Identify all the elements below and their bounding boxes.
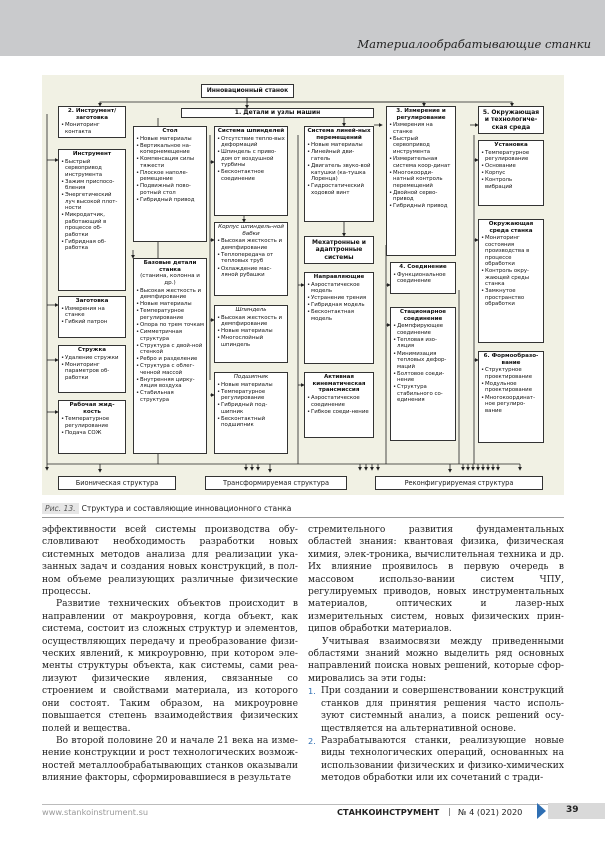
box-title: Система шпинделей: [217, 128, 285, 134]
list-item: • Измерения на станке: [389, 122, 453, 135]
box-title: Подшипник: [233, 374, 269, 380]
list-item: • Гидростатический ходовой винт: [307, 183, 371, 196]
box-environment: [478, 106, 544, 134]
box-title: 4. Соединение: [399, 264, 447, 270]
list-item: • Устранение трения: [307, 295, 371, 301]
box-guides: [304, 272, 374, 364]
box-title: Направляющие: [313, 274, 365, 280]
box-table: [133, 126, 207, 242]
bottom-box-label: Бионическая структура: [75, 479, 159, 487]
list-item: • Шпиндель с приво-дом от воздушной турбины: [217, 149, 285, 168]
list-item: • Высокая жесткость и демпфирование: [217, 315, 285, 328]
list-item: • Гибридный под-шипник: [217, 402, 285, 415]
box-title: Установка: [494, 142, 528, 148]
list-text: Разрабатываются станки, реализующие новые виды технологических операций, основанных на использовании физических и физико-химических методов обработки или их сочетаний с тради-: [321, 735, 564, 784]
list-item: • Зажим приспосо-бления: [61, 179, 123, 192]
list-item: • Температурное регулирование: [61, 416, 123, 429]
box-title: Заготовка: [75, 298, 109, 304]
paragraph: Во второй половине 20 и начале 21 века на изме-нение конструкции и рост технологических возмож-ностей металлообрабатывающих станков оказывали влияние факторы, сформировавшиеся в результате: [42, 735, 298, 784]
box-spindle: [214, 305, 288, 363]
list-number: 2.: [308, 735, 316, 746]
page-number: 39: [566, 805, 579, 815]
numbered-list: [308, 685, 564, 784]
list-item: • Контроль окру-жающей среды станка: [481, 268, 541, 287]
list-item: • Структура с облег-ченной массой: [136, 363, 204, 376]
list-item: • Энергетический луч высокой плот-ности: [61, 192, 123, 211]
box-base-parts: [133, 258, 207, 454]
list-item: • Замкнутое пространство обработки: [481, 288, 541, 307]
top-box-innovative-machine: [201, 84, 294, 98]
box-title: Стационарное соединение: [399, 309, 447, 322]
list-item: • Компенсация силы тяжести: [136, 156, 204, 169]
text-column-right: [308, 524, 564, 785]
list-item: • Мониторинг состояния производства в процессе обработки: [481, 235, 541, 267]
box-machine-environment: [478, 219, 544, 343]
box-mechatronic-systems: [304, 236, 374, 264]
list-item: • Структура стабильного со-единения: [393, 384, 453, 403]
box-title: Активная кинематическая трансмиссия: [312, 374, 366, 394]
text-column-left: [42, 524, 298, 785]
box-measurement: [386, 106, 456, 256]
list-item: • Бесконтактное соединение: [217, 169, 285, 182]
list-item: • Охлаждение мас-ляной рубашки: [217, 266, 285, 279]
list-text: При создании и совершенствовании конструкций станков для принятия решения часто исполь-зуют системный анализ, а поиск решений осу-ществляется на альтернативной основе.: [321, 686, 564, 734]
box-stationary-connection: [390, 307, 456, 441]
list-item: • Новые материалы: [136, 301, 204, 307]
list-item: • Быстрый сервопривод инструмента: [389, 136, 453, 155]
list-item: • Измерения на станке: [61, 306, 123, 319]
box-active-transmission: [304, 372, 374, 438]
list-item: • Бесконтактный подшипник: [217, 416, 285, 429]
list-item: • Многокоорди-натный контроль перемещений: [389, 170, 453, 189]
list-item: • Гибридная модель: [307, 302, 371, 308]
list-item: • Новые материалы: [217, 382, 285, 388]
list-item: • Быстрый сервопривод инструмента: [61, 159, 123, 178]
box-title: Окружающая среда станка: [488, 221, 534, 234]
box-machine-parts: [181, 108, 374, 118]
caption-label: Рис. 13.: [42, 503, 79, 514]
box-title: 2. Инструмент/ заготовка: [67, 108, 117, 121]
list-item: • Структурное проектирование: [481, 367, 541, 380]
list-item: • Симметричная структура: [136, 329, 204, 342]
list-item: • Отсутствие тепло-вых деформаций: [217, 136, 285, 149]
list-item: • Мониторинг параметров об-работки: [61, 362, 123, 381]
list-item: • Подача СОЖ: [61, 430, 123, 436]
list-item: • Новые материалы: [136, 136, 204, 142]
list-item: [308, 735, 564, 785]
list-item: • Гибкое соеди-нение: [307, 409, 371, 415]
chevron-right-icon: [537, 803, 546, 819]
list-item: • Температурное регулирование: [481, 150, 541, 163]
footer-magazine-name: СТАНКОИНСТРУМЕНТ: [337, 807, 440, 817]
list-item: • Структура с двой-ной стенкой: [136, 343, 204, 356]
caption-text: Структура и составляющие инновационного станка: [81, 504, 292, 513]
list-item: • Тепловая изо-ляция: [393, 337, 453, 350]
list-item: • Двигатель звуко-вой катушки (ка-тушка Лоренца): [307, 163, 371, 182]
list-item: [308, 685, 564, 735]
list-item: • Высокая жесткость и демпфирование: [217, 238, 285, 251]
list-item: • Измерительная система коор-динат: [389, 156, 453, 169]
box-title: Система линей-ных перемещений: [307, 128, 371, 141]
box-bearing: [214, 372, 288, 454]
footer-separator: |: [448, 806, 451, 816]
box-working-fluid: [58, 400, 126, 454]
list-item: • Температурное регулирование: [136, 308, 204, 321]
top-box-label: Инновационный станок: [206, 87, 289, 95]
box-linear-motion: [304, 126, 374, 222]
box-title: Базовые детали станка: [143, 260, 197, 273]
list-item: • Высокая жесткость и демпфирование: [136, 288, 204, 301]
list-item: • Ребро и разделение: [136, 356, 204, 362]
list-item: • Плоское наполе-ремещение: [136, 170, 204, 183]
box-installation: [478, 140, 544, 206]
list-item: • Модульное проектирование: [481, 381, 541, 394]
list-item: • Подвижный пово-ротный стол: [136, 183, 204, 196]
list-item: • Демпфирующее соединение: [393, 323, 453, 336]
list-item: • Корпус: [481, 170, 541, 176]
bottom-box-label: Реконфигурируемая структура: [404, 479, 514, 487]
paragraph: Учитывая взаимосвязи между приведенными областями знаний можно выделить ряд основных направлений поиска новых решений, которые сфор-мировались за эти годы:: [308, 636, 564, 684]
box-title: Мехатронные и адаптронные системы: [312, 239, 366, 261]
list-item: • Аэростатическое модель: [307, 282, 371, 295]
box-connection: [390, 262, 456, 294]
list-item: • Болтовое соеди-нение: [393, 371, 453, 384]
box-tool-workpiece: [58, 106, 126, 138]
list-item: • Удаление стружки: [61, 355, 123, 361]
list-item: • Вертикальное на-копернемещение: [136, 143, 204, 156]
box-workpiece: [58, 296, 126, 338]
list-item: • Многокоординат-ное регулиро-вание: [481, 395, 541, 414]
list-item: • Аэростатическое соединение: [307, 395, 371, 408]
list-item: • Бесконтактная модель: [307, 309, 371, 322]
box-bionic-structure: [58, 476, 176, 490]
list-item: • Теплопередача от тепловых труб: [217, 252, 285, 265]
list-item: • Стабильная структура: [136, 390, 204, 403]
list-item: • Новые материалы: [217, 328, 285, 334]
box-reconfigurable-structure: [375, 476, 543, 490]
box-title: Стол: [162, 128, 178, 134]
list-item: • Функциональное соединение: [393, 272, 453, 285]
list-item: • Гибридный привод: [136, 197, 204, 203]
list-item: • Линейный дви-гатель: [307, 149, 371, 162]
box-title: 5. Окружающая и технологиче-ская среда: [482, 109, 540, 131]
box-spindle-housing: [214, 222, 288, 296]
box-title: 3. Измерение и регулирование: [396, 108, 446, 121]
list-item: • Двойной серво-привод: [389, 190, 453, 203]
list-item: • Контроль вибраций: [481, 177, 541, 190]
box-subtitle: (станина, колонна и др.): [140, 273, 200, 287]
box-title: Инструмент: [72, 151, 112, 157]
list-item: • Температурное регулирование: [217, 389, 285, 402]
list-item: • Микродатчик, работающий в процессе об-работки: [61, 212, 123, 238]
list-item: • Многослойный шпиндель: [217, 335, 285, 348]
list-item: • Новые материалы: [307, 142, 371, 148]
box-spindle-system: [214, 126, 288, 216]
box-title: Стружка: [77, 347, 107, 353]
box-shaping: [478, 351, 544, 443]
box-transformable-structure: [205, 476, 347, 490]
list-item: • Опора по трем точкам: [136, 322, 204, 328]
paragraph: эффективности всей системы производства обу-словливают необходимость разработки новых системных методов анализа для реализации ука-занных задач и создания новых конструкций, в пол-ном объеме реализующих различные физические процессы.: [42, 525, 298, 598]
box-title: 1. Детали и узлы машин: [234, 109, 321, 117]
figure-caption: [42, 504, 291, 513]
box-chips: [58, 345, 126, 393]
box-title: Рабочая жид-кость: [69, 402, 115, 415]
box-title: Корпус шпиндель-ной бабки: [218, 224, 284, 237]
paragraph: Развитие технических объектов происходит в направлении от макроуровня, когда объект, как система, состоит из сложных структур и элементов, осуществляющих передачу и преобразование физи-ческих явлений, к микроуровню, при котором эле-менты структуры объекта, как системы, сами реа-лизуют физические явления, связанные со строением и свойствами материала, из которого они состоят. Таким образом, на микроуровне повышается степень взаимодействия физических полей и вещества.: [42, 599, 298, 734]
bottom-box-label: Трансформируемая структура: [222, 479, 330, 487]
list-item: • Внутренняя цирку-ляция воздуха: [136, 377, 204, 390]
footer-issue: № 4 (021) 2020: [458, 807, 523, 817]
box-instrument: [58, 149, 126, 291]
list-item: • Мониторинг контакта: [61, 122, 123, 135]
caption-divider: [42, 517, 564, 518]
list-item: • Минимизация тепловых дефор-маций: [393, 351, 453, 370]
footer-url[interactable]: www.stankoinstrument.su: [42, 807, 149, 817]
paragraph: стремительного развития фундаментальных областей знания: квантовая физика, физическая химия, элек-троника, вычислительная техника и др. Их влияние проявилось в первую очередь в массовом использо-вании систем ЧПУ, регулируемых приводов, новых инструментальных материалов, оптических и лазер-ных измерительных систем, новых физических прин-ципов обработки материалов.: [308, 525, 564, 635]
list-item: • Гибридная об-работка: [61, 239, 123, 252]
box-title: Шпиндель: [235, 307, 267, 313]
footer-divider: [42, 804, 564, 805]
running-header-title: Материалообрабатывающие станки: [357, 37, 591, 51]
list-item: • Гибридный привод: [389, 203, 453, 209]
list-number: 1.: [308, 686, 316, 697]
box-title: 6. Формообразо-вание: [483, 353, 539, 366]
list-item: • Гибкий патрон: [61, 319, 123, 325]
list-item: • Основание: [481, 163, 541, 169]
